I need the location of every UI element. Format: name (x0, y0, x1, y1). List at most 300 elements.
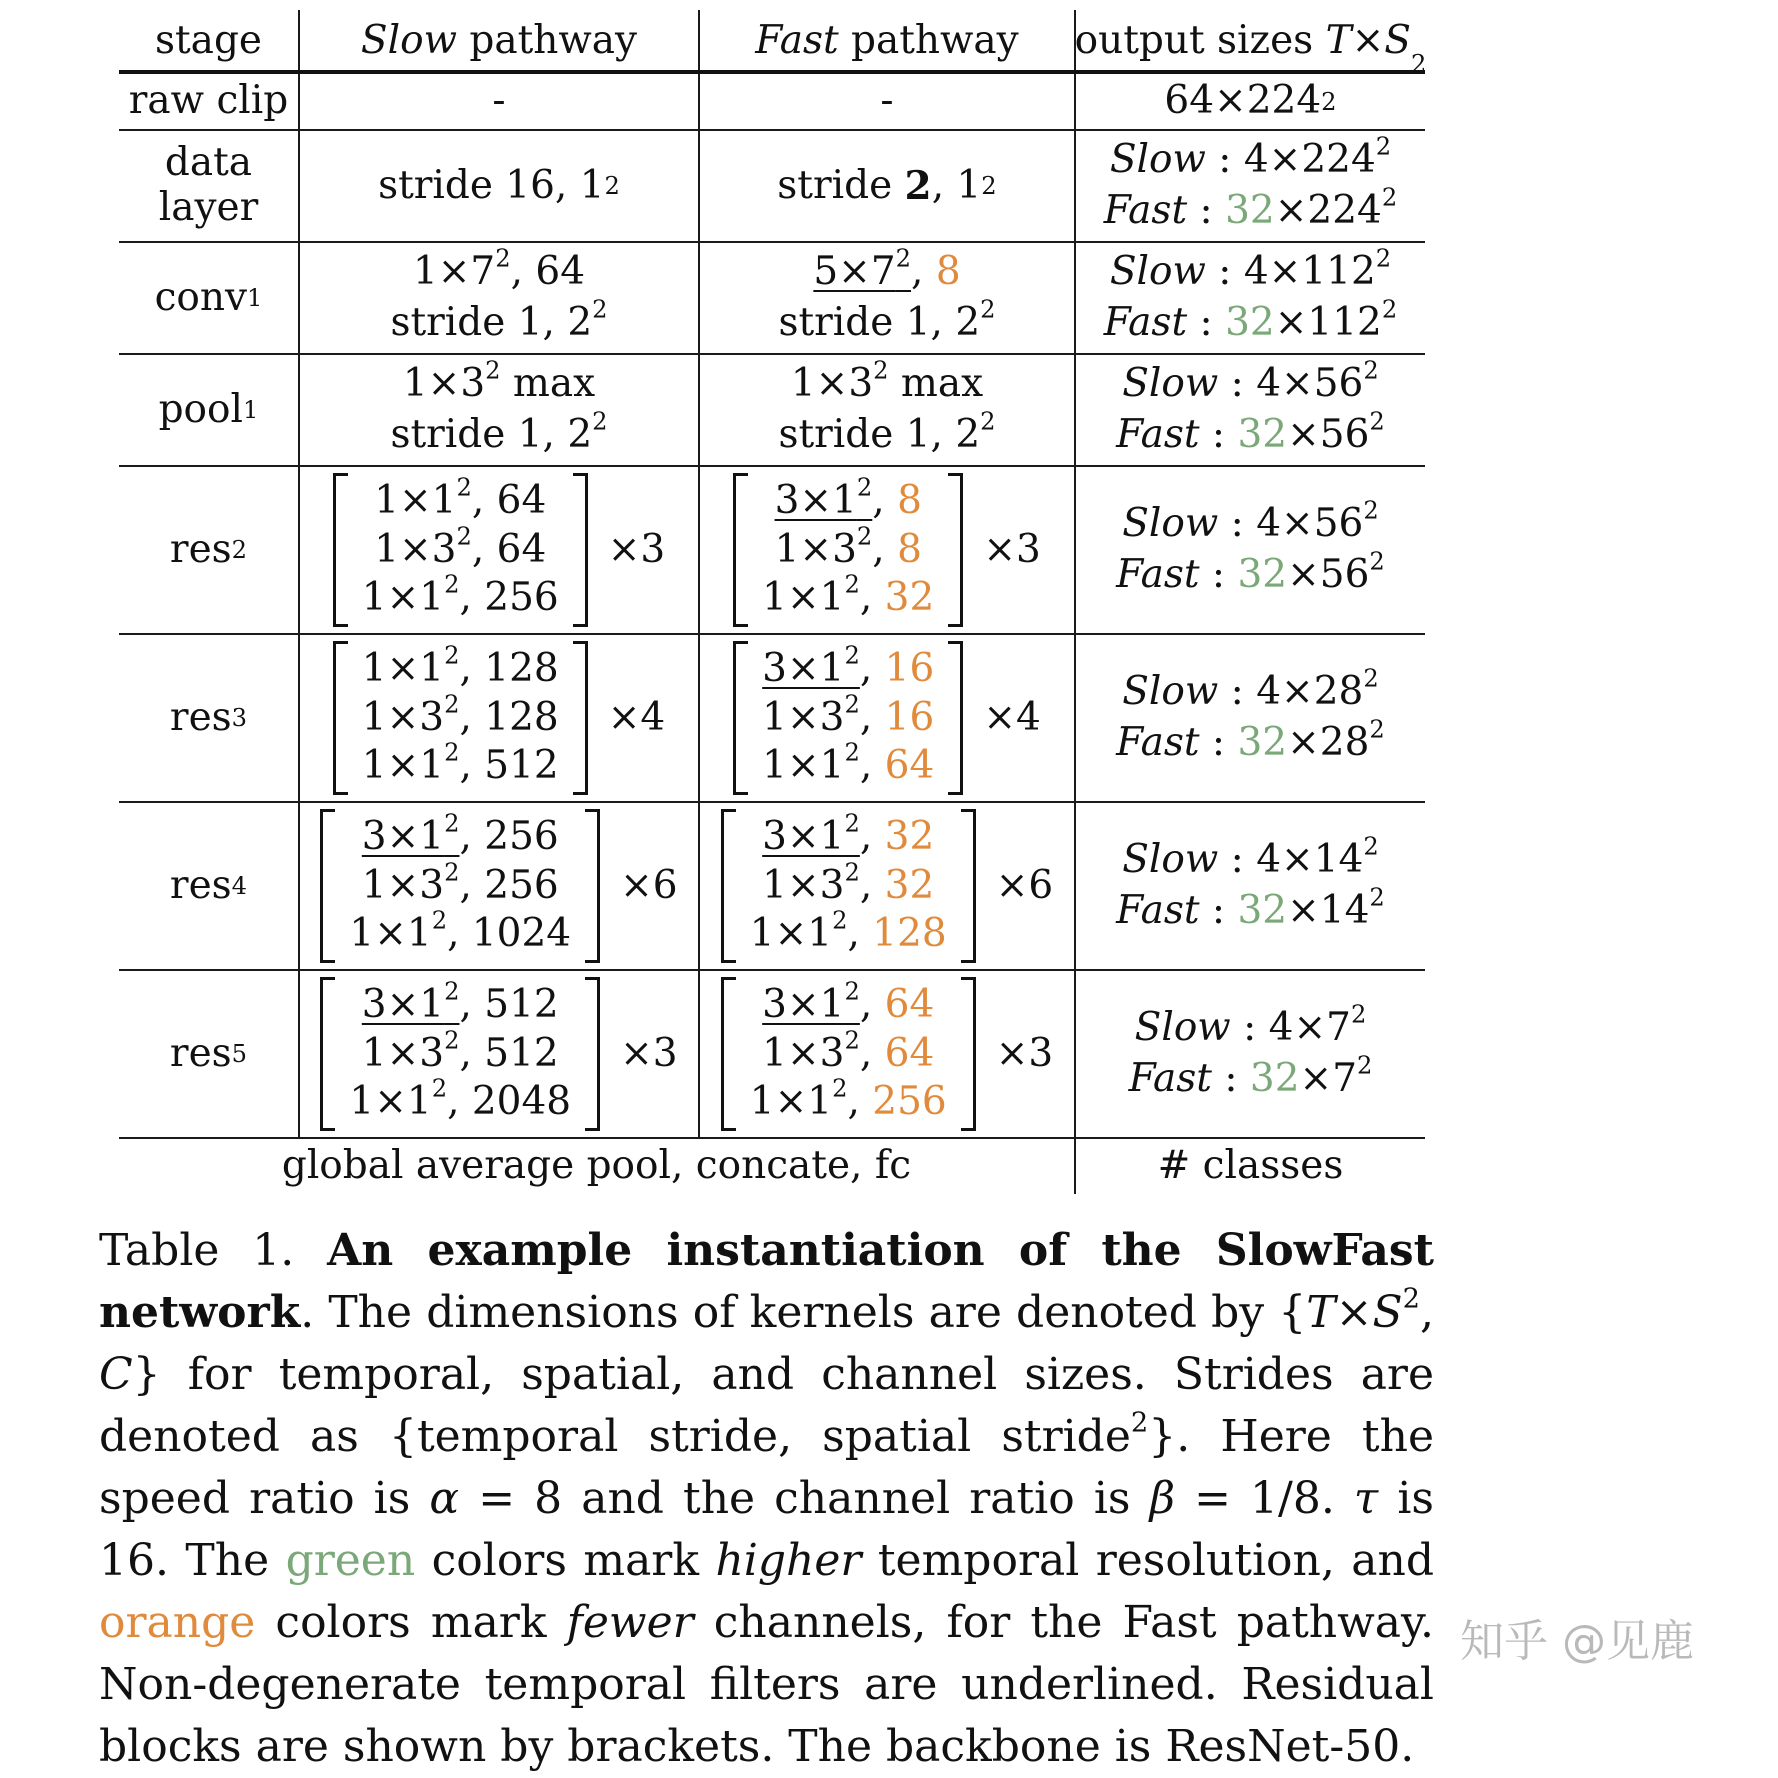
res5-output (1074, 971, 1425, 1137)
res5-slow (298, 971, 698, 1137)
res-kernel: 1×3 (774, 526, 857, 572)
output-slow-t: 4 (1256, 501, 1282, 547)
output-sep: : (1218, 837, 1257, 883)
stage-pool1-base: pool (158, 386, 243, 432)
residual-bracket (733, 641, 963, 795)
output-sep: : (1187, 300, 1226, 345)
bracket-left (320, 809, 335, 963)
res-kernel-sup: 2 (444, 739, 460, 768)
output-slow-label: Slow (1109, 137, 1206, 183)
conv1-fast-kernel: 5×7 (813, 249, 896, 295)
res-kernel: 1×3 (374, 526, 457, 572)
res-kernel: 1×1 (361, 743, 445, 789)
res2-fast-line2 (774, 522, 922, 573)
output-slow-s: ×28 (1281, 669, 1364, 715)
res4-slow-multiplier: ×6 (620, 862, 678, 908)
output-fast-s: ×28 (1287, 720, 1370, 765)
header-fast-rest: pathway (838, 18, 1019, 64)
output-slow-label: Slow (1122, 837, 1219, 883)
res-kernel: 1×1 (349, 911, 432, 957)
caption-title: An example instantiation of the SlowFast network (99, 1225, 1434, 1338)
res-kernel-sup: 2 (844, 977, 860, 1006)
res-sep: , (859, 862, 885, 908)
pool1-fast-kernel: 1×3 (790, 361, 874, 407)
residual-bracket (721, 809, 976, 963)
bracket-left (320, 977, 335, 1131)
stage-res3-base: res (169, 694, 232, 740)
res-kernel: 1×1 (361, 645, 445, 691)
res-kernel-sup: 2 (844, 571, 860, 600)
bracket-left (733, 473, 748, 627)
header-output-prefix: output sizes (1074, 18, 1326, 64)
pool1-slow-stride: stride 1, 2 (390, 412, 593, 457)
output-fast-s: ×112 (1274, 300, 1382, 345)
res-kernel-sup: 2 (856, 522, 873, 551)
res2-output (1074, 467, 1425, 633)
res-kernel: 3×1 (762, 981, 845, 1027)
res-kernel-sup: 2 (832, 907, 848, 936)
table-row-res5 (119, 971, 1425, 1139)
output-slow-t: 4 (1243, 249, 1269, 295)
res2-slow-multiplier: ×3 (607, 526, 666, 572)
res-kernel: 1×3 (361, 694, 445, 740)
output-sep: : (1199, 412, 1238, 457)
res-kernel-sup: 2 (444, 641, 460, 670)
res-kernel: 1×1 (374, 477, 457, 523)
conv1-slow-line1 (412, 244, 586, 295)
pool1-slow-line2 (390, 407, 608, 458)
res-channels: 16 (884, 645, 935, 691)
res5-output-slow (1134, 1000, 1367, 1051)
output-sup: 2 (1375, 132, 1392, 161)
res4-slow-line2 (361, 858, 559, 909)
res-kernel: 1×1 (762, 575, 845, 621)
bracket-right (585, 809, 600, 963)
res-kernel-sup: 2 (856, 473, 873, 502)
res3-slow-line3 (361, 739, 559, 789)
output-sep: : (1199, 552, 1238, 597)
pool1-fast-op: max (888, 361, 984, 407)
res2-output-fast (1116, 547, 1385, 598)
output-slow-label: Slow (1122, 501, 1219, 547)
res-sep: , (859, 575, 885, 621)
stage-res2-base: res (169, 526, 232, 572)
table-row-raw-clip (119, 74, 1425, 131)
res-channels: , 64 (471, 477, 547, 523)
res-channels: , 512 (459, 981, 559, 1027)
header-slow-pathway (298, 10, 698, 70)
res-kernel-sup: 2 (844, 858, 860, 887)
res-kernel: 1×1 (749, 911, 833, 957)
output-sup: 2 (1363, 356, 1379, 385)
pool1-fast-stride: stride 1, 2 (778, 412, 981, 457)
res5-slow-line2 (361, 1026, 559, 1077)
res5-slow-line3 (349, 1075, 572, 1125)
output-sep: : (1218, 669, 1257, 715)
res-channels: , 1024 (447, 911, 572, 957)
output-fast-label: Fast (1116, 720, 1200, 765)
pool1-slow-stride-sup: 2 (592, 407, 608, 436)
table-header-row (119, 10, 1427, 78)
stage-res3: res 3 (169, 694, 248, 740)
res-kernel-sup: 2 (844, 641, 860, 670)
caption-emphasis: fewer (566, 1597, 694, 1648)
res-channels: 8 (897, 477, 922, 523)
res-kernel-sup: 2 (456, 473, 472, 502)
caption-math-sup: 2 (1130, 1407, 1149, 1439)
output-sup: 2 (1363, 664, 1379, 693)
res-sep: , (859, 645, 885, 691)
output-fast-s: ×224 (1274, 188, 1382, 233)
header-output-S: S (1384, 18, 1411, 64)
res-kernel-sup: 2 (456, 522, 472, 551)
stage-data-layer: data layer (158, 140, 259, 230)
bracket-left (721, 977, 736, 1131)
caption-math: τ (1353, 1473, 1379, 1524)
data-layer-slow: stride 16, 1 2 (298, 131, 698, 241)
res-channels: , 128 (459, 694, 559, 740)
res-sep: , (847, 1079, 873, 1125)
res2-fast-line3 (762, 571, 935, 621)
res5-fast-line3 (749, 1075, 947, 1125)
output-fast-label: Fast (1116, 552, 1200, 597)
residual-bracket (333, 641, 588, 795)
res3-output-fast (1116, 715, 1385, 766)
header-slow-em: Slow (360, 18, 457, 64)
header-fast-em: Fast (755, 18, 839, 64)
res4-fast-multiplier: ×6 (995, 862, 1054, 908)
res4-slow-line1 (361, 809, 559, 860)
table-row-res3 (119, 635, 1425, 803)
res-kernel-underlined (361, 809, 460, 859)
res-kernel: 1×1 (361, 575, 445, 621)
res-channels: , 256 (459, 575, 559, 621)
footer-classes: # classes (1074, 1139, 1425, 1194)
conv1-slow-kernel-sup: 2 (495, 244, 511, 273)
caption-emphasis: higher (715, 1535, 862, 1586)
bracket-right (961, 977, 976, 1131)
caption-orange-word: orange (99, 1597, 256, 1648)
output-slow-s: ×56 (1281, 501, 1364, 547)
res-kernel-sup: 2 (832, 1075, 848, 1104)
output-fast-label: Fast (1116, 412, 1200, 457)
res-channels: 64 (884, 743, 935, 789)
output-sup: 2 (1350, 1000, 1367, 1029)
output-sep: : (1205, 137, 1244, 183)
output-sep: : (1205, 249, 1244, 295)
conv1-fast (698, 243, 1074, 353)
conv1-slow-line2 (390, 295, 608, 346)
res-kernel: 3×1 (361, 813, 445, 859)
res4-fast (698, 803, 1074, 969)
table-footer-row (119, 1139, 1425, 1194)
res-kernel-sup: 2 (444, 1026, 460, 1055)
conv1-output-slow (1109, 244, 1392, 295)
caption-text: temporal resolution, and (861, 1535, 1435, 1586)
res2-fast-line1 (774, 473, 922, 524)
res-kernel: 3×1 (762, 645, 845, 691)
raw-clip-slow: - (298, 74, 698, 129)
res-channels: 256 (872, 1079, 947, 1125)
data-layer-fast-pre: stride (777, 162, 905, 208)
res2-slow-line3 (361, 571, 559, 621)
caption-paragraph (99, 1220, 1448, 1778)
res-kernel-underlined (762, 641, 860, 691)
output-slow-t: 4 (1256, 669, 1282, 715)
residual-bracket (721, 977, 976, 1131)
res-kernel: 3×1 (774, 477, 857, 523)
res-sep: , (859, 981, 885, 1027)
pool1-slow-kernel-sup: 2 (485, 356, 501, 385)
raw-clip-fast: - (698, 74, 1074, 129)
conv1-fast-kernel-underlined (813, 244, 912, 295)
output-slow-t: 4 (1243, 137, 1269, 183)
res-channels: 128 (872, 911, 947, 957)
conv1-slow-stride: stride 1, 2 (390, 300, 593, 345)
res2-slow (298, 467, 698, 633)
caption-text: = 8 and the channel ratio is (459, 1473, 1150, 1524)
res-sep: , (859, 813, 885, 859)
bracket-left (333, 641, 348, 795)
table-row-res2 (119, 467, 1425, 635)
bracket-right (573, 641, 588, 795)
stage-res2: res 2 (169, 526, 248, 572)
res4-slow-line3 (349, 907, 572, 957)
output-fast-label: Fast (1128, 1056, 1212, 1101)
output-slow-t: 4 (1256, 837, 1282, 883)
output-sup: 2 (1357, 1051, 1373, 1080)
output-sep: : (1230, 1005, 1269, 1051)
pool1-fast (698, 355, 1074, 465)
caption-text: colors mark (415, 1535, 716, 1586)
res-kernel-sup: 2 (844, 1026, 860, 1055)
res-kernel-underlined (361, 977, 460, 1027)
output-sup: 2 (1369, 547, 1385, 576)
stage-raw-clip: raw clip (128, 78, 289, 124)
data-layer-fast-bold: 2 (904, 162, 932, 209)
res-channels: , 128 (459, 645, 559, 691)
caption-math: α (429, 1473, 460, 1524)
raw-clip-output: 64×224 2 (1074, 74, 1425, 129)
caption-text: } for temporal, spatial, and channel sizes. Strides are denoted as {temporal stride, spatial stride (99, 1349, 1434, 1462)
res2-slow-line2 (374, 522, 547, 573)
output-slow-label: Slow (1122, 669, 1219, 715)
res-channels: , 256 (459, 813, 559, 859)
res-channels: 8 (897, 526, 922, 572)
caption-math-sup: 2 (1402, 1283, 1420, 1315)
res5-output-fast (1128, 1051, 1373, 1102)
res-kernel-underlined (774, 473, 873, 523)
pool1-output-slow (1122, 356, 1379, 407)
data-layer-output (1074, 131, 1425, 241)
caption-math: × (1335, 1287, 1373, 1338)
res-kernel-sup: 2 (444, 809, 460, 838)
output-slow-s: ×112 (1268, 249, 1376, 295)
res-kernel-sup: 2 (444, 571, 460, 600)
res-channels: 32 (884, 862, 935, 908)
res-sep: , (859, 1030, 885, 1076)
res4-output-fast (1116, 883, 1385, 934)
res-channels: , 2048 (447, 1079, 572, 1125)
output-sep: : (1199, 888, 1238, 933)
pool1-slow-op: max (500, 361, 596, 407)
res3-fast-line3 (762, 739, 935, 789)
res5-slow-multiplier: ×3 (620, 1030, 678, 1076)
res-kernel-sup: 2 (444, 977, 460, 1006)
output-fast-s: ×7 (1299, 1056, 1358, 1101)
conv1-fast-stride-sup: 2 (980, 295, 996, 324)
res5-slow-line1 (361, 977, 559, 1028)
conv1-fast-sep: , (911, 249, 936, 295)
res-kernel-sup: 2 (844, 690, 860, 719)
output-sup: 2 (1363, 496, 1379, 525)
res5-fast-line2 (762, 1026, 935, 1077)
output-fast-t: 32 (1237, 720, 1288, 765)
res-kernel-sup: 2 (431, 907, 448, 936)
res-kernel-sup: 2 (844, 739, 860, 768)
stage-res4: res 4 (169, 862, 248, 908)
res2-fast-multiplier: ×3 (983, 526, 1041, 572)
res2-output-slow (1122, 496, 1379, 547)
caption-green-word: green (285, 1535, 416, 1586)
res4-slow (298, 803, 698, 969)
res-channels: 32 (884, 813, 935, 859)
caption-label: Table 1. (99, 1225, 328, 1276)
res-channels: , 256 (459, 862, 559, 908)
res-kernel-sup: 2 (844, 809, 860, 838)
res3-slow (298, 635, 698, 801)
res5-fast-multiplier: ×3 (995, 1030, 1054, 1076)
res3-slow-line1 (361, 641, 559, 692)
watermark: 知乎 @见鹿 (1460, 1616, 1694, 1667)
conv1-slow-kernel: 1×7 (412, 249, 496, 295)
table-caption (99, 1220, 1448, 1778)
caption-text: . The dimensions of kernels are denoted by { (300, 1287, 1307, 1338)
output-fast-t: 32 (1225, 300, 1275, 345)
output-fast-t: 32 (1237, 888, 1288, 933)
res-channels: 64 (884, 1030, 935, 1076)
data-layer-slow-text: stride 16, 1 (378, 162, 605, 208)
pool1-fast-stride-sup: 2 (980, 407, 996, 436)
res3-slow-multiplier: ×4 (607, 694, 666, 740)
res-kernel: 1×1 (762, 743, 845, 789)
header-output-T: T (1325, 18, 1352, 64)
table-row-conv1 (119, 243, 1425, 355)
bracket-left (333, 473, 348, 627)
res-channels: 64 (884, 981, 935, 1027)
output-fast-t: 32 (1225, 188, 1275, 233)
header-stage: stage (155, 18, 262, 64)
conv1-fast-line1 (813, 244, 961, 295)
res-channels: 32 (884, 575, 935, 621)
residual-bracket (320, 977, 600, 1131)
output-fast-t: 32 (1249, 1056, 1300, 1101)
res4-fast-line2 (762, 858, 935, 909)
table-row-data-layer (119, 131, 1425, 243)
data-layer-output-fast (1103, 183, 1398, 234)
res-kernel: 1×3 (762, 694, 845, 740)
bracket-left (733, 641, 748, 795)
bracket-left (721, 809, 736, 963)
slowfast-table (119, 10, 1425, 1194)
data-layer-output-slow (1109, 132, 1392, 183)
res-sep: , (859, 743, 885, 789)
raw-clip-output-base: 64×224 (1164, 78, 1322, 124)
pool1-slow-kernel: 1×3 (402, 361, 486, 407)
res3-fast (698, 635, 1074, 801)
bracket-right (585, 977, 600, 1131)
output-slow-label: Slow (1134, 1005, 1231, 1051)
residual-bracket (733, 473, 963, 627)
bracket-right (948, 641, 963, 795)
conv1-slow-stride-sup: 2 (592, 295, 608, 324)
conv1-output-fast (1103, 295, 1398, 346)
output-fast-label: Fast (1103, 300, 1188, 345)
res4-fast-line3 (749, 907, 947, 957)
output-fast-s: ×14 (1287, 888, 1370, 933)
pool1-output-fast (1116, 407, 1385, 458)
pool1-output (1074, 355, 1425, 465)
res5-fast-line1 (762, 977, 935, 1028)
res-kernel-sup: 2 (444, 690, 460, 719)
footer-head: global average pool, concate, fc (281, 1143, 912, 1189)
output-slow-s: ×7 (1293, 1005, 1351, 1051)
conv1-fast-line2 (778, 295, 996, 346)
caption-text: = 1/8. (1175, 1473, 1354, 1524)
output-sup: 2 (1375, 244, 1392, 273)
caption-math: β (1149, 1473, 1175, 1524)
conv1-slow-channels: , 64 (510, 249, 586, 295)
header-fast-pathway (698, 10, 1074, 70)
output-slow-label: Slow (1109, 249, 1206, 295)
res-kernel: 1×3 (361, 862, 445, 908)
res-kernel: 1×3 (762, 862, 845, 908)
caption-text: , (1420, 1287, 1448, 1338)
stage-res5: res 5 (169, 1030, 248, 1076)
output-fast-t: 32 (1237, 552, 1288, 597)
pool1-fast-line2 (778, 407, 996, 458)
conv1-slow (298, 243, 698, 353)
output-sup: 2 (1381, 183, 1398, 212)
data-layer-fast: stride 2 , 1 2 (698, 131, 1074, 241)
output-sep: : (1211, 1056, 1250, 1101)
residual-bracket (333, 473, 588, 627)
res-kernel-underlined (762, 977, 860, 1027)
conv1-fast-channels: 8 (935, 249, 961, 295)
res3-slow-line2 (361, 690, 559, 741)
header-output-sizes: output sizes T × S 2 (1074, 10, 1425, 70)
res-channels: , 512 (459, 1030, 559, 1076)
bracket-right (948, 473, 963, 627)
res4-output-slow (1122, 832, 1379, 883)
output-sup: 2 (1369, 407, 1385, 436)
res5-fast (698, 971, 1074, 1137)
res-sep: , (859, 694, 885, 740)
output-fast-label: Fast (1116, 888, 1200, 933)
output-slow-s: ×224 (1268, 137, 1376, 183)
res-sep: , (847, 911, 873, 957)
header-slow-rest: pathway (456, 18, 638, 64)
stage-res4-base: res (169, 862, 232, 908)
stage-res5-base: res (169, 1030, 232, 1076)
output-sup: 2 (1369, 883, 1385, 912)
output-sep: : (1199, 720, 1238, 765)
output-slow-s: ×14 (1281, 837, 1364, 883)
res-kernel: 1×3 (762, 1030, 845, 1076)
res-kernel: 1×3 (361, 1030, 445, 1076)
bracket-right (961, 809, 976, 963)
res-channels: 16 (884, 694, 935, 740)
